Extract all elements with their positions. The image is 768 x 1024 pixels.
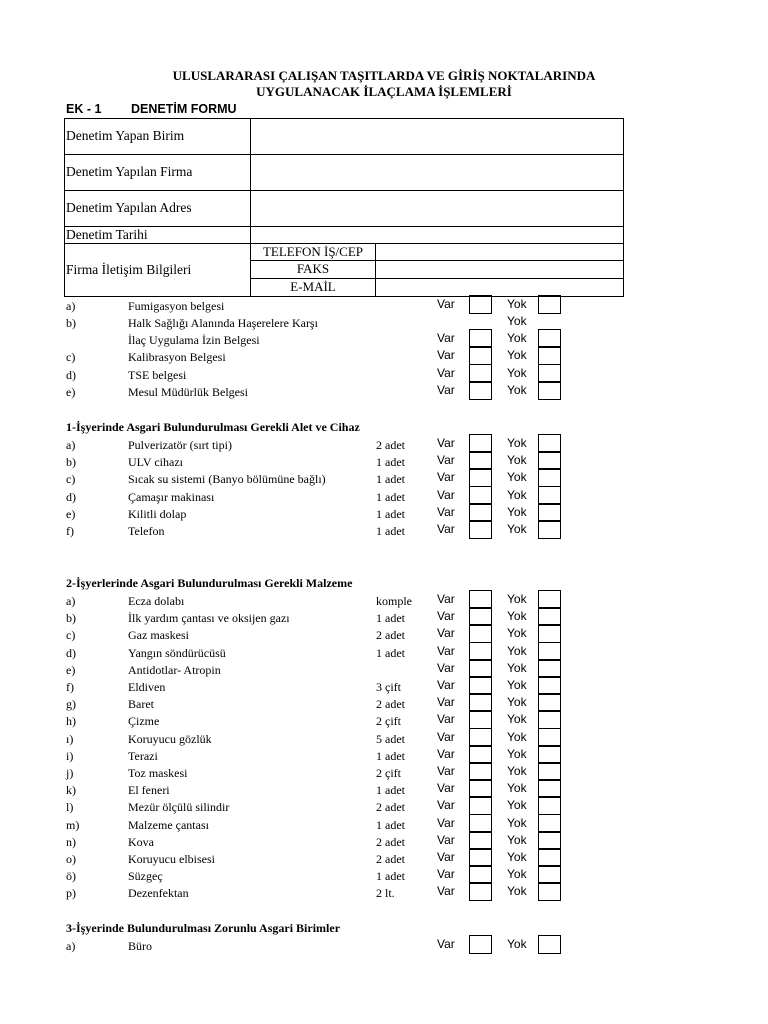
yok-checkbox[interactable]: [538, 659, 561, 678]
checklist-row: [0, 626, 768, 643]
item-letter: e): [66, 506, 76, 521]
var-label: Var: [437, 729, 455, 744]
var-checkbox[interactable]: [469, 745, 492, 764]
var-checkbox[interactable]: [469, 882, 492, 901]
yok-label: Yok: [507, 660, 527, 675]
yok-checkbox[interactable]: [538, 865, 561, 884]
var-label: Var: [437, 832, 455, 847]
var-label: Var: [437, 453, 455, 468]
checklist-row: [0, 348, 768, 365]
item-name: Toz maskesi: [128, 766, 188, 780]
item-letter: a): [66, 438, 76, 452]
section1-title: 1-İşyerinde Asgari Bulundurulması Gerekli Alet ve Cihaz: [66, 420, 360, 434]
item-quantity: 1 adet: [376, 455, 405, 470]
var-label: Var: [437, 522, 455, 536]
var-checkbox[interactable]: [469, 796, 492, 815]
item-quantity: 2 adet: [376, 834, 405, 849]
checklist-row: [0, 747, 768, 764]
item-quantity: 2 çift: [376, 714, 401, 729]
var-label: Var: [437, 643, 455, 658]
yok-label: Yok: [507, 314, 527, 328]
yok-label: Yok: [507, 798, 527, 813]
header-row-line: [64, 226, 624, 227]
yok-label: Yok: [507, 712, 527, 727]
item-name: Gaz maskesi: [128, 628, 189, 643]
document-title-line1: ULUSLARARASI ÇALIŞAN TAŞITLARDA VE GİRİŞ NOKTALARINDA: [172, 68, 596, 83]
checklist-row: [0, 678, 768, 695]
item-name: Sıcak su sistemi (Banyo bölümüne bağlı): [128, 472, 326, 487]
var-label: Var: [437, 937, 455, 951]
document-title-line2: UYGULANACAK İLAÇLAMA İŞLEMLERİ: [256, 84, 512, 99]
yok-checkbox[interactable]: [538, 779, 561, 798]
var-label: Var: [437, 850, 455, 864]
var-checkbox[interactable]: [469, 659, 492, 678]
yok-checkbox[interactable]: [538, 434, 561, 453]
checklist-row: [0, 505, 768, 522]
var-checkbox[interactable]: [469, 676, 492, 695]
yok-checkbox[interactable]: [538, 381, 561, 400]
yok-checkbox[interactable]: [538, 642, 561, 661]
var-label: Var: [437, 470, 455, 485]
var-label: Var: [437, 366, 455, 380]
checklist-row: [0, 661, 768, 678]
yok-label: Yok: [507, 522, 527, 536]
yok-checkbox[interactable]: [538, 607, 561, 626]
item-name: Fumigasyon belgesi: [128, 299, 225, 313]
item-letter: d): [66, 489, 76, 504]
item-name: Halk Sağlığı Alanında Haşerelere Karşı: [128, 316, 318, 330]
item-name: El feneri: [128, 783, 170, 798]
item-letter: l): [66, 800, 74, 815]
yok-checkbox[interactable]: [538, 814, 561, 833]
item-quantity: 1 adet: [376, 524, 405, 538]
yok-label: Yok: [507, 643, 527, 658]
item-quantity: 2 adet: [376, 800, 405, 815]
item-quantity: 2 adet: [376, 438, 405, 452]
yok-label: Yok: [507, 678, 527, 692]
var-label: Var: [437, 884, 455, 899]
yok-label: Yok: [507, 815, 527, 830]
var-checkbox[interactable]: [469, 486, 492, 505]
label-inspecting-unit: Denetim Yapan Birim: [66, 128, 185, 143]
var-checkbox[interactable]: [469, 607, 492, 626]
item-name: Mesul Müdürlük Belgesi: [128, 385, 248, 399]
item-letter: a): [66, 299, 76, 313]
item-quantity: 2 adet: [376, 628, 405, 643]
yok-checkbox[interactable]: [538, 520, 561, 539]
var-label: Var: [437, 695, 455, 710]
var-label: Var: [437, 626, 455, 641]
var-label: Var: [437, 348, 455, 362]
item-letter: i): [66, 748, 74, 763]
item-name: Ecza dolabı: [128, 594, 185, 608]
checklist-row: [0, 798, 768, 815]
item-letter: g): [66, 697, 76, 712]
checklist-row: [0, 764, 768, 781]
yok-label: Yok: [507, 781, 527, 796]
item-name: Baret: [128, 697, 154, 712]
item-letter: d): [66, 368, 76, 382]
header-row-line: [64, 154, 624, 155]
item-name: Çamaşır makinası: [128, 489, 215, 504]
item-letter: b): [66, 611, 76, 626]
checklist-row: [0, 609, 768, 626]
yok-label: Yok: [507, 487, 527, 502]
label-inspected-firm: Denetim Yapılan Firma: [66, 164, 193, 179]
var-label: Var: [437, 383, 455, 397]
checklist-row: [0, 712, 768, 729]
yok-checkbox[interactable]: [538, 346, 561, 365]
checklist-row: [0, 850, 768, 867]
item-letter: m): [66, 817, 80, 832]
yok-checkbox[interactable]: [538, 848, 561, 867]
annex-label: EK - 1: [66, 102, 102, 116]
checklist-row: [0, 592, 768, 609]
yok-checkbox[interactable]: [538, 693, 561, 712]
var-label: Var: [437, 867, 455, 882]
yok-checkbox[interactable]: [538, 796, 561, 815]
item-quantity: 3 çift: [376, 680, 401, 694]
section2-title: 2-İşyerlerinde Asgari Bulundurulması Gerekli Malzeme: [66, 576, 353, 590]
item-letter: b): [66, 316, 76, 330]
checklist-row: [0, 331, 768, 348]
var-checkbox[interactable]: [469, 779, 492, 798]
header-divider: [375, 243, 376, 297]
var-checkbox[interactable]: [469, 642, 492, 661]
item-name: Kova: [128, 834, 154, 849]
var-label: Var: [437, 609, 455, 624]
item-letter: k): [66, 783, 76, 798]
checklist-row: [0, 884, 768, 901]
var-checkbox[interactable]: [469, 468, 492, 487]
var-label: Var: [437, 592, 455, 606]
yok-label: Yok: [507, 626, 527, 641]
item-quantity: 2 lt.: [376, 886, 395, 901]
item-name: İlk yardım çantası ve oksijen gazı: [128, 611, 290, 626]
item-quantity: 1 adet: [376, 645, 405, 660]
checklist-row: [0, 297, 768, 314]
item-name: Koruyucu gözlük: [128, 731, 212, 746]
var-checkbox[interactable]: [469, 935, 492, 954]
var-checkbox[interactable]: [469, 865, 492, 884]
yok-checkbox[interactable]: [538, 745, 561, 764]
item-quantity: 2 adet: [376, 697, 405, 712]
checklist-row: [0, 781, 768, 798]
yok-label: Yok: [507, 832, 527, 847]
item-letter: a): [66, 939, 76, 953]
checklist-row: [0, 314, 768, 331]
yok-label: Yok: [507, 331, 527, 345]
checklist-row: [0, 833, 768, 850]
item-name: Süzgeç: [128, 869, 163, 884]
item-letter: h): [66, 714, 76, 729]
label-email: E-MAİL: [290, 279, 336, 294]
yok-label: Yok: [507, 453, 527, 468]
yok-checkbox[interactable]: [538, 935, 561, 954]
checklist-row: [0, 366, 768, 383]
checklist-row: [0, 730, 768, 747]
var-label: Var: [437, 815, 455, 830]
yok-label: Yok: [507, 348, 527, 362]
item-letter: a): [66, 594, 76, 608]
item-name: Pulverizatör (sırt tipi): [128, 438, 232, 452]
item-quantity: komple: [376, 594, 412, 608]
item-quantity: 1 adet: [376, 611, 405, 626]
var-label: Var: [437, 746, 455, 761]
item-name: Koruyucu elbisesi: [128, 852, 215, 866]
yok-label: Yok: [507, 764, 527, 778]
var-checkbox[interactable]: [469, 590, 492, 609]
form-name: DENETİM FORMU: [131, 102, 237, 116]
yok-label: Yok: [507, 366, 527, 380]
checklist-row: [0, 470, 768, 487]
item-letter: b): [66, 455, 76, 470]
var-label: Var: [437, 504, 455, 519]
var-checkbox[interactable]: [469, 434, 492, 453]
yok-checkbox[interactable]: [538, 831, 561, 850]
item-name: Kilitli dolap: [128, 506, 187, 521]
item-name: Eldiven: [128, 680, 166, 694]
yok-checkbox[interactable]: [538, 762, 561, 781]
var-checkbox[interactable]: [469, 831, 492, 850]
var-checkbox[interactable]: [469, 762, 492, 781]
yok-checkbox[interactable]: [538, 295, 561, 314]
var-checkbox[interactable]: [469, 728, 492, 747]
var-checkbox[interactable]: [469, 624, 492, 643]
item-name: Çizme: [128, 714, 160, 729]
checklist-row: [0, 644, 768, 661]
yok-label: Yok: [507, 937, 527, 951]
item-name: Yangın söndürücüsü: [128, 645, 226, 660]
item-letter: f): [66, 524, 74, 538]
var-checkbox[interactable]: [469, 814, 492, 833]
var-checkbox[interactable]: [469, 346, 492, 365]
var-label: Var: [437, 781, 455, 796]
yok-checkbox[interactable]: [538, 728, 561, 747]
yok-label: Yok: [507, 850, 527, 864]
item-letter: c): [66, 472, 76, 487]
yok-label: Yok: [507, 383, 527, 397]
item-name: Terazi: [128, 748, 158, 763]
var-checkbox[interactable]: [469, 503, 492, 522]
var-label: Var: [437, 331, 455, 345]
item-quantity: 1 adet: [376, 783, 405, 798]
yok-checkbox[interactable]: [538, 624, 561, 643]
var-checkbox[interactable]: [469, 451, 492, 470]
item-name: Dezenfektan: [128, 886, 189, 901]
label-fax: FAKS: [296, 261, 330, 276]
yok-label: Yok: [507, 504, 527, 519]
checklist-row: [0, 816, 768, 833]
yok-checkbox[interactable]: [538, 882, 561, 901]
var-label: Var: [437, 712, 455, 727]
item-letter: n): [66, 834, 76, 849]
section3-title: 3-İşyerinde Bulundurulması Zorunlu Asgari Birimler: [66, 921, 341, 935]
item-quantity: 1 adet: [376, 489, 405, 504]
item-quantity: 5 adet: [376, 731, 405, 746]
item-letter: ö): [66, 869, 76, 884]
label-inspection-date: Denetim Tarihi: [66, 227, 148, 242]
var-checkbox[interactable]: [469, 848, 492, 867]
checklist-row: [0, 867, 768, 884]
var-checkbox[interactable]: [469, 381, 492, 400]
checklist-row: [0, 937, 768, 954]
item-letter: f): [66, 680, 74, 694]
yok-checkbox[interactable]: [538, 710, 561, 729]
label-inspected-address: Denetim Yapılan Adres: [66, 200, 192, 215]
var-label: Var: [437, 764, 455, 778]
item-name: Telefon: [128, 524, 165, 538]
item-quantity: 2 çift: [376, 766, 401, 780]
item-name: Malzeme çantası: [128, 817, 209, 832]
yok-label: Yok: [507, 695, 527, 710]
var-checkbox[interactable]: [469, 295, 492, 314]
item-name: ULV cihazı: [128, 455, 183, 470]
var-label: Var: [437, 487, 455, 502]
item-letter: e): [66, 662, 76, 677]
item-quantity: 1 adet: [376, 748, 405, 763]
yok-label: Yok: [507, 609, 527, 624]
checklist-row: [0, 453, 768, 470]
item-letter: o): [66, 852, 76, 866]
item-name: Mezür ölçülü silindir: [128, 800, 230, 815]
checklist-row: [0, 695, 768, 712]
var-label: Var: [437, 798, 455, 813]
yok-label: Yok: [507, 436, 527, 450]
var-checkbox[interactable]: [469, 520, 492, 539]
var-label: Var: [437, 436, 455, 450]
yok-checkbox[interactable]: [538, 451, 561, 470]
checklist-row: [0, 522, 768, 539]
yok-label: Yok: [507, 867, 527, 882]
item-letter: ı): [66, 731, 74, 746]
item-name: Büro: [128, 939, 152, 953]
var-checkbox[interactable]: [469, 693, 492, 712]
item-letter: e): [66, 385, 76, 399]
yok-checkbox[interactable]: [538, 486, 561, 505]
var-label: Var: [437, 660, 455, 675]
checklist-row: [0, 488, 768, 505]
var-checkbox[interactable]: [469, 710, 492, 729]
yok-label: Yok: [507, 746, 527, 761]
item-letter: c): [66, 628, 76, 643]
item-quantity: 1 adet: [376, 506, 405, 521]
item-letter: d): [66, 645, 76, 660]
item-quantity: 1 adet: [376, 472, 405, 487]
yok-checkbox[interactable]: [538, 503, 561, 522]
yok-label: Yok: [507, 592, 527, 606]
item-letter: p): [66, 886, 76, 901]
item-name: Antidotlar- Atropin: [128, 662, 221, 677]
var-label: Var: [437, 678, 455, 692]
checklist-row: [0, 383, 768, 400]
item-quantity: 2 adet: [376, 852, 405, 866]
yok-checkbox[interactable]: [538, 676, 561, 695]
header-row-line: [64, 190, 624, 191]
var-label: Var: [437, 297, 455, 311]
item-name: Kalibrasyon Belgesi: [128, 350, 226, 364]
yok-label: Yok: [507, 884, 527, 899]
yok-label: Yok: [507, 729, 527, 744]
yok-label: Yok: [507, 470, 527, 485]
yok-checkbox[interactable]: [538, 468, 561, 487]
item-letter: j): [66, 766, 74, 780]
item-name: İlaç Uygulama İzin Belgesi: [128, 333, 260, 347]
item-name: TSE belgesi: [128, 368, 187, 382]
label-phone: TELEFON İŞ/CEP: [262, 244, 364, 259]
label-firm-contact: Firma İletişim Bilgileri: [66, 262, 192, 277]
yok-checkbox[interactable]: [538, 590, 561, 609]
yok-label: Yok: [507, 297, 527, 311]
item-letter: c): [66, 350, 76, 364]
item-quantity: 1 adet: [376, 817, 405, 832]
checklist-row: [0, 436, 768, 453]
item-quantity: 1 adet: [376, 869, 405, 884]
